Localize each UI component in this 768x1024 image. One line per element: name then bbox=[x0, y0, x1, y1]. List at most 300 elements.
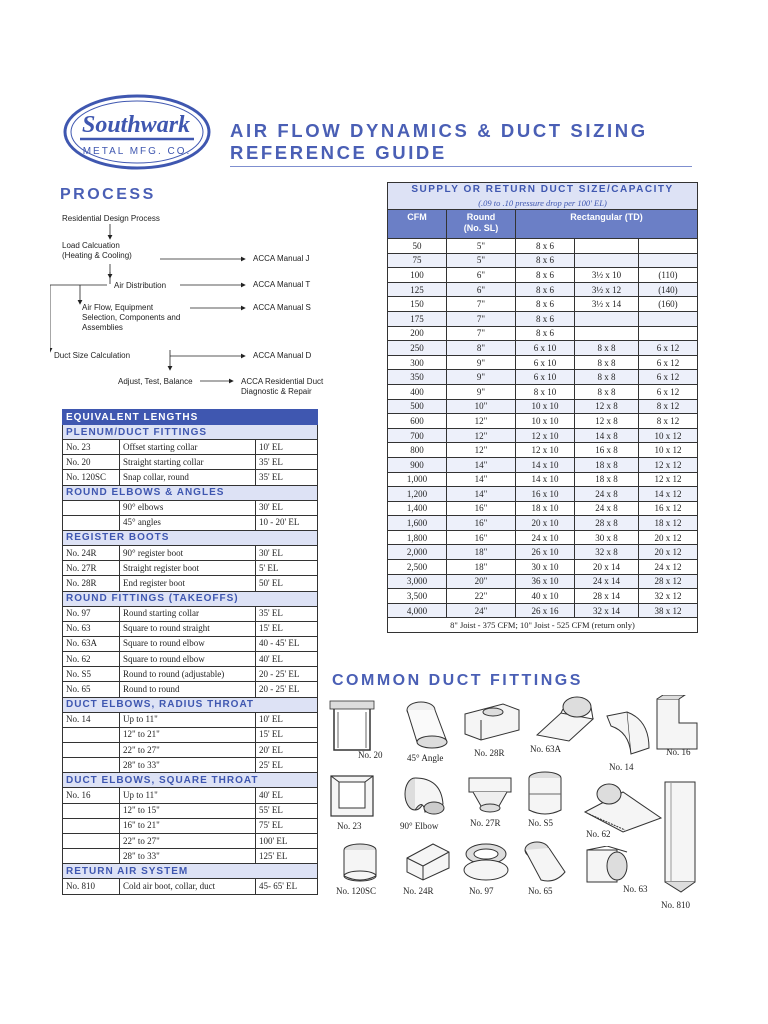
manual-residential-2: Diagnostic & Repair bbox=[241, 387, 312, 396]
manual-t: ACCA Manual T bbox=[253, 280, 311, 289]
supply-rect-1: 8 x 10 bbox=[516, 384, 575, 399]
manual-d: ACCA Manual D bbox=[253, 351, 312, 360]
supply-round: 6" bbox=[447, 268, 516, 283]
eq-length: 125' EL bbox=[256, 849, 318, 864]
eq-row bbox=[63, 440, 318, 455]
supply-rect-3: 38 x 12 bbox=[638, 603, 697, 618]
eq-section-title: REGISTER BOOTS bbox=[63, 530, 318, 545]
eq-fitting-number: No. 63A bbox=[63, 636, 120, 651]
label-nos5: No. S5 bbox=[528, 818, 554, 828]
supply-rect-3: 28 x 12 bbox=[638, 574, 697, 589]
supply-rect-1: 16 x 10 bbox=[516, 487, 575, 502]
supply-rect-3: 20 x 12 bbox=[638, 530, 697, 545]
supply-rect-2 bbox=[575, 311, 639, 326]
supply-row bbox=[388, 428, 698, 443]
supply-rect-2: 12 x 8 bbox=[575, 414, 639, 429]
supply-round: 7" bbox=[447, 311, 516, 326]
supply-round: 14" bbox=[447, 487, 516, 502]
eq-description: End register boot bbox=[120, 576, 256, 591]
label-no810: No. 810 bbox=[661, 900, 690, 910]
supply-row bbox=[388, 457, 698, 472]
supply-cfm: 1,600 bbox=[388, 516, 447, 531]
no65-illustration bbox=[521, 836, 569, 886]
eq-description: Straight register boot bbox=[120, 561, 256, 576]
eq-description: Offset starting collar bbox=[120, 440, 256, 455]
supply-rect-3: 14 x 12 bbox=[638, 487, 697, 502]
supply-row bbox=[388, 253, 698, 268]
eq-length: 25' EL bbox=[256, 758, 318, 773]
eq-length: 40' EL bbox=[256, 652, 318, 667]
supply-title-row bbox=[388, 183, 698, 198]
equivalent-lengths-header bbox=[63, 410, 318, 425]
title-line-1: AIR FLOW DYNAMICS & DUCT SIZING bbox=[230, 120, 648, 141]
eq-length: 15' EL bbox=[256, 727, 318, 742]
supply-cfm: 150 bbox=[388, 297, 447, 312]
supply-rect-3: 32 x 12 bbox=[638, 589, 697, 604]
supply-rect-2: 8 x 8 bbox=[575, 384, 639, 399]
step-load-2: (Heating & Cooling) bbox=[62, 251, 132, 260]
eq-description: Square to round elbow bbox=[120, 636, 256, 651]
eq-fitting-number: No. 20 bbox=[63, 455, 120, 470]
eq-description: 22" to 27" bbox=[120, 743, 256, 758]
eq-length: 40' EL bbox=[256, 788, 318, 803]
eq-length: 30' EL bbox=[256, 545, 318, 560]
supply-rect-1: 14 x 10 bbox=[516, 472, 575, 487]
supply-rect-2: 18 x 8 bbox=[575, 457, 639, 472]
eq-row bbox=[63, 712, 318, 727]
eq-fitting-number bbox=[63, 849, 120, 864]
supply-cfm: 300 bbox=[388, 355, 447, 370]
supply-round: 14" bbox=[447, 457, 516, 472]
label-no63a: No. 63A bbox=[530, 744, 561, 754]
eq-fitting-number: No. 24R bbox=[63, 545, 120, 560]
eq-fitting-number: No. 63 bbox=[63, 621, 120, 636]
supply-row bbox=[388, 516, 698, 531]
title-line-2: REFERENCE GUIDE bbox=[230, 142, 447, 163]
eq-description: Round to round bbox=[120, 682, 256, 697]
angle45-illustration bbox=[403, 698, 453, 750]
step-design: Residential Design Process bbox=[62, 214, 160, 223]
supply-rect-3: 6 x 12 bbox=[638, 341, 697, 356]
label-no24r: No. 24R bbox=[403, 886, 434, 896]
eq-row bbox=[63, 743, 318, 758]
eq-fitting-number bbox=[63, 833, 120, 848]
supply-row bbox=[388, 414, 698, 429]
eq-description: 90° elbows bbox=[120, 500, 256, 515]
supply-rect-2: 24 x 14 bbox=[575, 574, 639, 589]
logo-subtitle: METAL MFG. CO. bbox=[82, 146, 192, 157]
supply-row bbox=[388, 589, 698, 604]
supply-rect-3 bbox=[638, 311, 697, 326]
supply-rect-3: 12 x 12 bbox=[638, 457, 697, 472]
step-load-1: Load Calcuation bbox=[62, 241, 120, 250]
label-no28r: No. 28R bbox=[474, 748, 505, 758]
eq-row bbox=[63, 561, 318, 576]
supply-cfm: 2,500 bbox=[388, 560, 447, 575]
supply-rect-1: 8 x 6 bbox=[516, 282, 575, 297]
supply-row bbox=[388, 560, 698, 575]
label-no20: No. 20 bbox=[358, 750, 383, 760]
label-angle45: 45° Angle bbox=[407, 753, 444, 763]
eq-section-header bbox=[63, 485, 318, 500]
title-divider bbox=[230, 166, 692, 167]
elbow90-illustration bbox=[401, 774, 447, 820]
supply-row bbox=[388, 282, 698, 297]
supply-rect-2 bbox=[575, 239, 639, 254]
supply-row bbox=[388, 574, 698, 589]
eq-fitting-number: No. 14 bbox=[63, 712, 120, 727]
supply-rect-3: 8 x 12 bbox=[638, 399, 697, 414]
eq-section-header bbox=[63, 591, 318, 606]
eq-fitting-number: No. 65 bbox=[63, 682, 120, 697]
eq-section-header bbox=[63, 530, 318, 545]
supply-rect-2: 28 x 14 bbox=[575, 589, 639, 604]
label-no23: No. 23 bbox=[337, 821, 362, 831]
supply-rect-2: 12 x 8 bbox=[575, 399, 639, 414]
eq-section-header bbox=[63, 697, 318, 712]
supply-rect-3: 6 x 12 bbox=[638, 384, 697, 399]
step-airflow-1: Air Flow, Equipment bbox=[82, 303, 154, 312]
eq-row bbox=[63, 682, 318, 697]
equivalent-lengths-title: EQUIVALENT LENGTHS bbox=[63, 410, 318, 425]
no24r-illustration bbox=[403, 838, 453, 884]
supply-rect-2: 8 x 8 bbox=[575, 341, 639, 356]
supply-rect-3: 12 x 12 bbox=[638, 472, 697, 487]
eq-description: Square to round elbow bbox=[120, 652, 256, 667]
eq-fitting-number bbox=[63, 515, 120, 530]
supply-row bbox=[388, 311, 698, 326]
eq-row bbox=[63, 652, 318, 667]
eq-length: 10 - 20' EL bbox=[256, 515, 318, 530]
supply-cfm: 350 bbox=[388, 370, 447, 385]
eq-section-header bbox=[63, 425, 318, 440]
supply-rect-3: 18 x 12 bbox=[638, 516, 697, 531]
eq-description: 12" to 15" bbox=[120, 803, 256, 818]
label-no14: No. 14 bbox=[609, 762, 634, 772]
process-diagram bbox=[50, 210, 350, 405]
supply-rect-1: 26 x 10 bbox=[516, 545, 575, 560]
supply-round: 18" bbox=[447, 545, 516, 560]
supply-rect-2: 3½ x 10 bbox=[575, 268, 639, 283]
supply-rect-1: 6 x 10 bbox=[516, 341, 575, 356]
supply-round: 12" bbox=[447, 414, 516, 429]
no16-illustration bbox=[653, 695, 701, 753]
eq-row bbox=[63, 576, 318, 591]
no28r-illustration bbox=[463, 700, 523, 744]
supply-rect-3: 24 x 12 bbox=[638, 560, 697, 575]
eq-row bbox=[63, 803, 318, 818]
supply-rect-1: 8 x 6 bbox=[516, 326, 575, 341]
supply-rect-3: 8 x 12 bbox=[638, 414, 697, 429]
supply-rect-1: 10 x 10 bbox=[516, 414, 575, 429]
supply-round: 9" bbox=[447, 384, 516, 399]
supply-cfm: 125 bbox=[388, 282, 447, 297]
fittings-heading: COMMON DUCT FITTINGS bbox=[332, 672, 583, 689]
supply-title: SUPPLY OR RETURN DUCT SIZE/CAPACITY bbox=[388, 183, 698, 198]
eq-fitting-number bbox=[63, 743, 120, 758]
supply-footer: 8" Joist - 375 CFM; 10" Joist - 525 CFM (return only) bbox=[388, 618, 698, 633]
eq-length: 20 - 25' EL bbox=[256, 682, 318, 697]
supply-rect-1: 26 x 16 bbox=[516, 603, 575, 618]
eq-description: Up to 11" bbox=[120, 788, 256, 803]
eq-row bbox=[63, 758, 318, 773]
supply-round: 9" bbox=[447, 355, 516, 370]
supply-cfm: 75 bbox=[388, 253, 447, 268]
supply-round: 7" bbox=[447, 326, 516, 341]
supply-cfm: 2,000 bbox=[388, 545, 447, 560]
no20-illustration bbox=[328, 700, 376, 756]
supply-rect-2: 20 x 14 bbox=[575, 560, 639, 575]
supply-rect-3: 6 x 12 bbox=[638, 370, 697, 385]
page-title bbox=[230, 120, 648, 164]
eq-fitting-number: No. 23 bbox=[63, 440, 120, 455]
no23-illustration bbox=[329, 774, 375, 820]
supply-rect-3: 10 x 12 bbox=[638, 443, 697, 458]
eq-row bbox=[63, 818, 318, 833]
supply-cfm: 700 bbox=[388, 428, 447, 443]
supply-rect-3: (140) bbox=[638, 282, 697, 297]
supply-rect-1: 6 x 10 bbox=[516, 355, 575, 370]
supply-column-header-row bbox=[388, 210, 698, 239]
supply-cfm: 600 bbox=[388, 414, 447, 429]
southwark-logo bbox=[62, 92, 212, 172]
supply-rect-1: 36 x 10 bbox=[516, 574, 575, 589]
eq-row bbox=[63, 606, 318, 621]
supply-cfm: 1,800 bbox=[388, 530, 447, 545]
supply-row bbox=[388, 545, 698, 560]
eq-section-header bbox=[63, 773, 318, 788]
eq-length: 40 - 45' EL bbox=[256, 636, 318, 651]
eq-row bbox=[63, 667, 318, 682]
supply-rect-3: (110) bbox=[638, 268, 697, 283]
supply-cfm: 500 bbox=[388, 399, 447, 414]
col-round-sub: (No. SL) bbox=[463, 223, 499, 233]
eq-fitting-number bbox=[63, 500, 120, 515]
supply-rect-3: 6 x 12 bbox=[638, 355, 697, 370]
eq-fitting-number: No. 62 bbox=[63, 652, 120, 667]
eq-description: 22" to 27" bbox=[120, 833, 256, 848]
supply-round: 16" bbox=[447, 530, 516, 545]
supply-row bbox=[388, 384, 698, 399]
supply-rect-1: 10 x 10 bbox=[516, 399, 575, 414]
eq-fitting-number bbox=[63, 758, 120, 773]
eq-length: 45- 65' EL bbox=[256, 879, 318, 894]
eq-fitting-number bbox=[63, 727, 120, 742]
eq-section-title: PLENUM/DUCT FITTINGS bbox=[63, 425, 318, 440]
supply-rect-2: 32 x 8 bbox=[575, 545, 639, 560]
supply-rect-1: 12 x 10 bbox=[516, 428, 575, 443]
eq-description: 28" to 33" bbox=[120, 849, 256, 864]
label-no62: No. 62 bbox=[586, 829, 611, 839]
eq-fitting-number: No. 27R bbox=[63, 561, 120, 576]
supply-row bbox=[388, 355, 698, 370]
col-round-label: Round bbox=[466, 212, 496, 222]
eq-section-title: DUCT ELBOWS, SQUARE THROAT bbox=[63, 773, 318, 788]
supply-capacity-table bbox=[387, 182, 698, 633]
supply-cfm: 900 bbox=[388, 457, 447, 472]
supply-rect-2: 3½ x 14 bbox=[575, 297, 639, 312]
supply-cfm: 1,400 bbox=[388, 501, 447, 516]
eq-row bbox=[63, 470, 318, 485]
supply-rect-1: 24 x 10 bbox=[516, 530, 575, 545]
supply-rect-2: 8 x 8 bbox=[575, 355, 639, 370]
col-rectangular: Rectangular (TD) bbox=[516, 210, 698, 239]
col-cfm: CFM bbox=[388, 210, 447, 239]
supply-cfm: 250 bbox=[388, 341, 447, 356]
eq-length: 75' EL bbox=[256, 818, 318, 833]
supply-row bbox=[388, 603, 698, 618]
equivalent-lengths-table bbox=[62, 409, 318, 895]
supply-rect-1: 8 x 6 bbox=[516, 253, 575, 268]
eq-length: 50' EL bbox=[256, 576, 318, 591]
supply-round: 20" bbox=[447, 574, 516, 589]
supply-rect-2: 32 x 14 bbox=[575, 603, 639, 618]
eq-section-title: RETURN AIR SYSTEM bbox=[63, 864, 318, 879]
supply-rect-3: 20 x 12 bbox=[638, 545, 697, 560]
eq-length: 10' EL bbox=[256, 712, 318, 727]
supply-row bbox=[388, 370, 698, 385]
eq-description: 12" to 21" bbox=[120, 727, 256, 742]
step-air-distribution: Air Distribution bbox=[114, 281, 167, 290]
supply-rect-2: 28 x 8 bbox=[575, 516, 639, 531]
eq-row bbox=[63, 849, 318, 864]
supply-row bbox=[388, 443, 698, 458]
supply-round: 10" bbox=[447, 399, 516, 414]
supply-rect-2: 30 x 8 bbox=[575, 530, 639, 545]
nos5-illustration bbox=[523, 770, 571, 820]
supply-cfm: 4,000 bbox=[388, 603, 447, 618]
supply-rect-1: 40 x 10 bbox=[516, 589, 575, 604]
eq-description: Cold air boot, collar, duct bbox=[120, 879, 256, 894]
logo-wordmark: Southwark bbox=[81, 112, 191, 138]
supply-cfm: 175 bbox=[388, 311, 447, 326]
supply-subtitle-row bbox=[388, 197, 698, 210]
eq-length: 35' EL bbox=[256, 455, 318, 470]
eq-fitting-number bbox=[63, 803, 120, 818]
supply-cfm: 3,500 bbox=[388, 589, 447, 604]
eq-length: 20 - 25' EL bbox=[256, 667, 318, 682]
no62-illustration bbox=[583, 782, 663, 834]
supply-round: 14" bbox=[447, 472, 516, 487]
no810-illustration bbox=[661, 780, 701, 898]
supply-rect-1: 12 x 10 bbox=[516, 443, 575, 458]
supply-cfm: 1,000 bbox=[388, 472, 447, 487]
eq-section-header bbox=[63, 864, 318, 879]
eq-fitting-number bbox=[63, 818, 120, 833]
supply-rect-2: 24 x 8 bbox=[575, 487, 639, 502]
supply-row bbox=[388, 239, 698, 254]
manual-residential-1: ACCA Residential Duct bbox=[241, 377, 324, 386]
supply-rect-3: 10 x 12 bbox=[638, 428, 697, 443]
supply-cfm: 200 bbox=[388, 326, 447, 341]
eq-fitting-number: No. 97 bbox=[63, 606, 120, 621]
no27r-illustration bbox=[465, 774, 515, 818]
label-no16: No. 16 bbox=[666, 747, 691, 757]
eq-length: 10' EL bbox=[256, 440, 318, 455]
supply-round: 16" bbox=[447, 501, 516, 516]
label-no97: No. 97 bbox=[469, 886, 494, 896]
eq-length: 35' EL bbox=[256, 470, 318, 485]
supply-rect-3: (160) bbox=[638, 297, 697, 312]
no120sc-illustration bbox=[341, 842, 379, 886]
eq-description: 28" to 33" bbox=[120, 758, 256, 773]
eq-fitting-number: No. 16 bbox=[63, 788, 120, 803]
supply-footer-row bbox=[388, 618, 698, 633]
supply-rect-2: 24 x 8 bbox=[575, 501, 639, 516]
supply-row bbox=[388, 530, 698, 545]
eq-description: Straight starting collar bbox=[120, 455, 256, 470]
supply-row bbox=[388, 341, 698, 356]
supply-rect-1: 20 x 10 bbox=[516, 516, 575, 531]
supply-cfm: 800 bbox=[388, 443, 447, 458]
supply-rect-3 bbox=[638, 239, 697, 254]
step-duct-size: Duct Size Calculation bbox=[54, 351, 131, 360]
supply-rect-1: 8 x 6 bbox=[516, 268, 575, 283]
fittings-gallery bbox=[325, 690, 705, 920]
eq-row bbox=[63, 636, 318, 651]
eq-row bbox=[63, 833, 318, 848]
supply-cfm: 50 bbox=[388, 239, 447, 254]
eq-fitting-number: No. 28R bbox=[63, 576, 120, 591]
manual-s: ACCA Manual S bbox=[253, 303, 311, 312]
supply-rect-1: 8 x 6 bbox=[516, 311, 575, 326]
supply-rect-1: 14 x 10 bbox=[516, 457, 575, 472]
eq-description: Snap collar, round bbox=[120, 470, 256, 485]
supply-round: 5" bbox=[447, 239, 516, 254]
process-heading: PROCESS bbox=[60, 186, 156, 203]
supply-row bbox=[388, 472, 698, 487]
supply-rect-2 bbox=[575, 326, 639, 341]
supply-rect-1: 8 x 6 bbox=[516, 297, 575, 312]
supply-round: 24" bbox=[447, 603, 516, 618]
eq-length: 5' EL bbox=[256, 561, 318, 576]
no14-illustration bbox=[603, 710, 653, 758]
supply-rect-2: 14 x 8 bbox=[575, 428, 639, 443]
label-no65: No. 65 bbox=[528, 886, 553, 896]
supply-rect-1: 18 x 10 bbox=[516, 501, 575, 516]
eq-row bbox=[63, 621, 318, 636]
eq-length: 100' EL bbox=[256, 833, 318, 848]
supply-rect-2: 16 x 8 bbox=[575, 443, 639, 458]
supply-row bbox=[388, 297, 698, 312]
step-adjust: Adjust, Test, Balance bbox=[118, 377, 193, 386]
supply-rect-3 bbox=[638, 253, 697, 268]
supply-row bbox=[388, 326, 698, 341]
supply-cfm: 400 bbox=[388, 384, 447, 399]
supply-round: 16" bbox=[447, 516, 516, 531]
supply-rect-1: 30 x 10 bbox=[516, 560, 575, 575]
supply-rect-1: 8 x 6 bbox=[516, 239, 575, 254]
eq-description: 45° angles bbox=[120, 515, 256, 530]
eq-length: 20' EL bbox=[256, 743, 318, 758]
supply-rect-2: 8 x 8 bbox=[575, 370, 639, 385]
supply-rect-2: 18 x 8 bbox=[575, 472, 639, 487]
label-elbow90: 90° Elbow bbox=[400, 821, 439, 831]
supply-cfm: 3,000 bbox=[388, 574, 447, 589]
label-no27r: No. 27R bbox=[470, 818, 501, 828]
supply-round: 12" bbox=[447, 428, 516, 443]
eq-row bbox=[63, 545, 318, 560]
supply-row bbox=[388, 501, 698, 516]
eq-fitting-number: No. 810 bbox=[63, 879, 120, 894]
eq-description: Up to 11" bbox=[120, 712, 256, 727]
eq-row bbox=[63, 788, 318, 803]
eq-length: 30' EL bbox=[256, 500, 318, 515]
supply-round: 5" bbox=[447, 253, 516, 268]
eq-fitting-number: No. 120SC bbox=[63, 470, 120, 485]
supply-subtitle: (.09 to .10 pressure drop per 100' EL) bbox=[388, 197, 698, 210]
supply-row bbox=[388, 399, 698, 414]
